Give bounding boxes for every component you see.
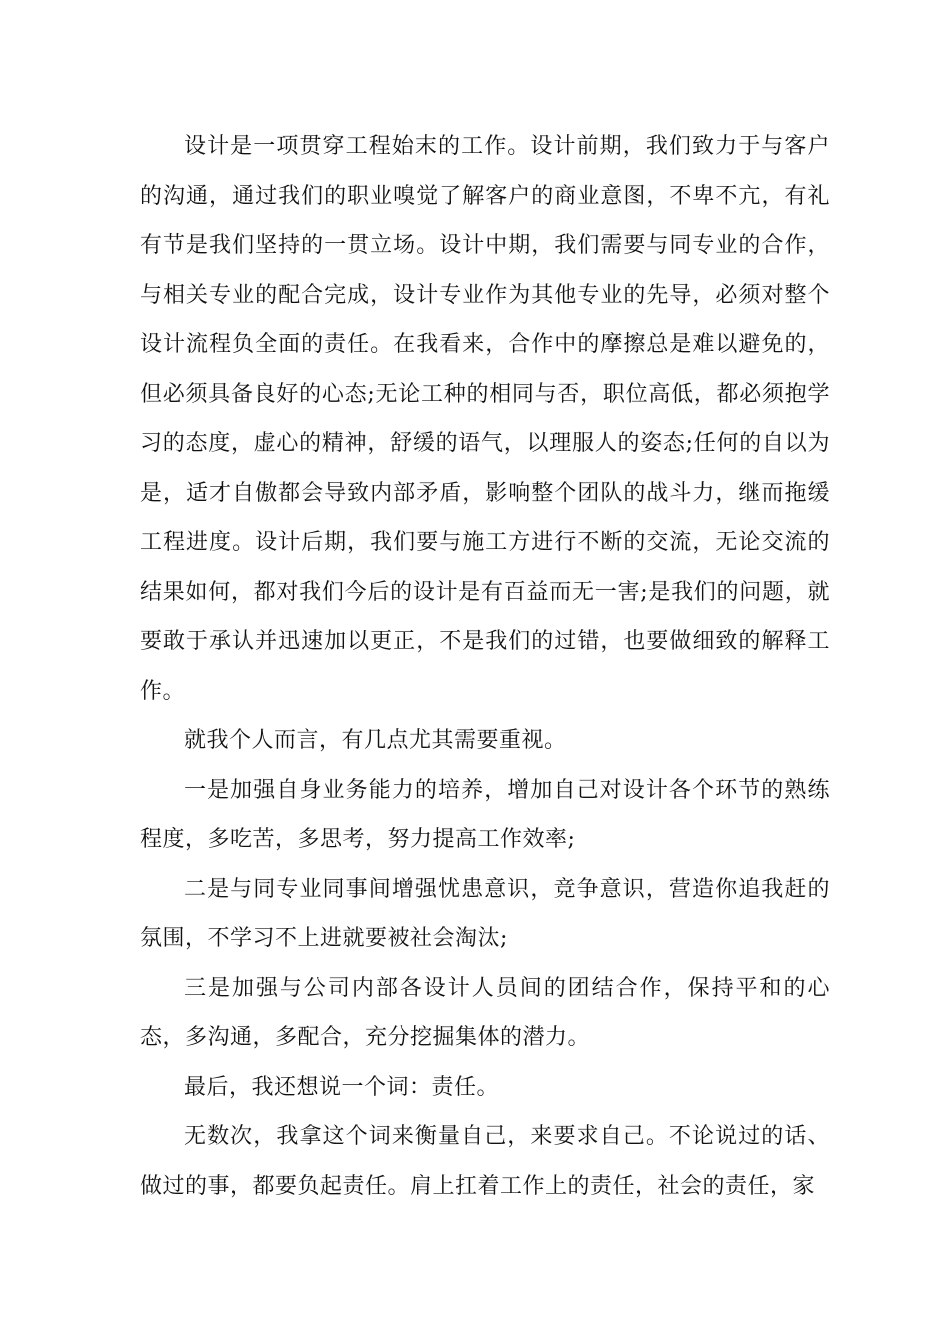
paragraph-point-two: 二是与同专业同事间增强忧患意识，竞争意识，营造你追我赶的氛围，不学习不上进就要被社会淘汰; [140, 876, 830, 951]
paragraph-personal-intro: 就我个人而言，有几点尤其需要重视。 [184, 728, 567, 753]
paragraph-point-one: 一是加强自身业务能力的培养，增加自己对设计各个环节的熟练程度，多吃苦，多思考，努力提高工作效率; [140, 777, 830, 852]
paragraph-responsibility: 无数次，我拿这个词来衡量自己，来要求自己。不论说过的话、做过的事，都要负起责任。肩上扛着工作上的责任，社会的责任，家 [140, 1124, 830, 1199]
paragraph-point-three: 三是加强与公司内部各设计人员间的团结合作，保持平和的心态，多沟通，多配合，充分挖掘集体的潜力。 [140, 975, 830, 1050]
paragraph-responsibility-intro: 最后，我还想说一个词：责任。 [184, 1074, 500, 1100]
paragraph-design-process: 设计是一项贯穿工程始末的工作。设计前期，我们致力于与客户的沟通，通过我们的职业嗅觉了解客户的商业意图，不卑不亢，有礼有节是我们坚持的一贯立场。设计中期，我们需要与同专业的合作，与相关专业的配合完成，设计专业作为其他专业的先导，必须对整个设计流程负全面的责任。在我看来，合作中的摩擦总是难以避免的，但必须具备良好的心态;无论工种的相同与否，职位高低，都必须抱学习的态度，虚心的精神，舒缓的语气，以理服人的姿态;任何的自以为是，适才自傲都会导致内部矛盾，影响整个团队的战斗力，继而拖缓工程进度。设计后期，我们要与施工方进行不断的交流，无论交流的结果如何，都对我们今后的设计是有百益而无一害;是我们的问题，就要敢于承认并迅速加以更正，不是我们的过错，也要做细致的解释工作。 [140, 134, 830, 704]
